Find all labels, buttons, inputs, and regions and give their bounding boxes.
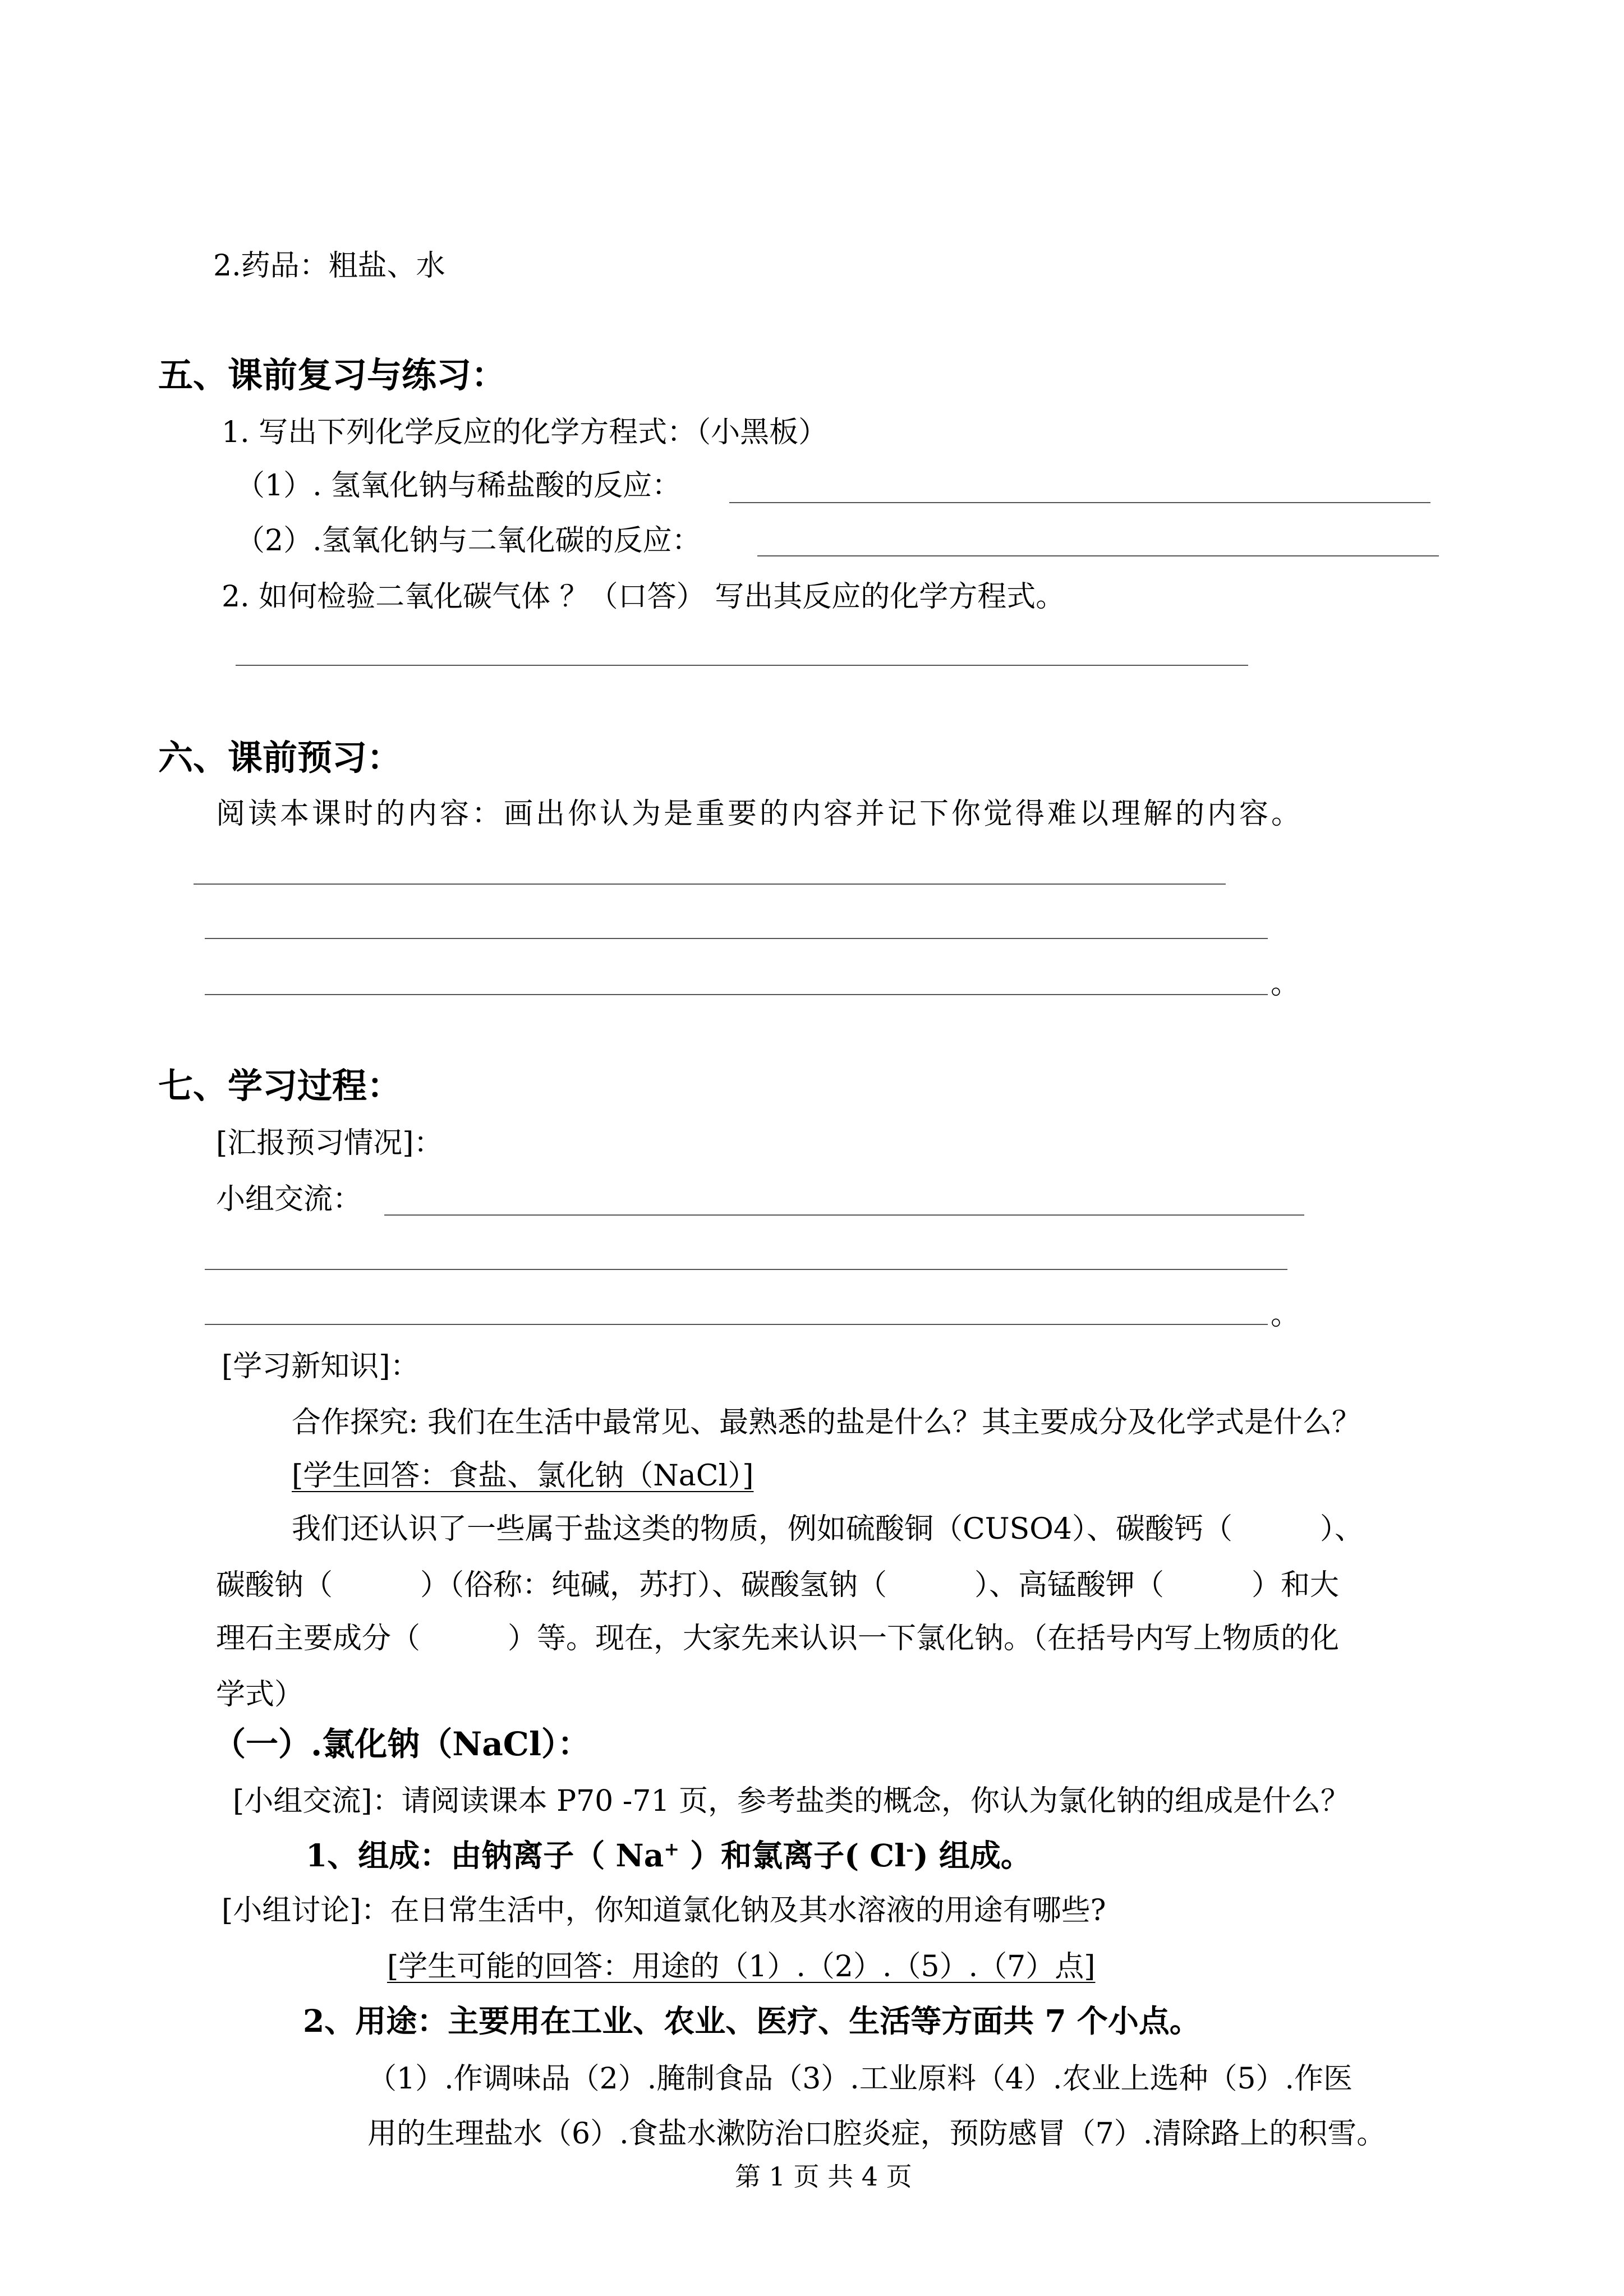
answer-line-q1b[interactable] bbox=[757, 555, 1439, 556]
section5-q2: 2. 如何检验二氧化碳气体 ？（口答） 写出其反应的化学方程式。 bbox=[222, 580, 1065, 614]
section7-heading: 七、学习过程： bbox=[158, 1065, 402, 1106]
report-label: [汇报预习情况]： bbox=[216, 1126, 443, 1160]
section5-q1b: （2）.氢氧化钠与二氧化碳的反应： bbox=[236, 524, 701, 558]
answer-line-q1a[interactable] bbox=[729, 502, 1430, 503]
section6-end-mark: 。 bbox=[1271, 967, 1300, 1001]
coop-question: 合作探究: 我们在生活中最常见、最熟悉的盐是什么？其主要成分及化学式是什么？ bbox=[292, 1406, 1361, 1439]
group-exchange-line-3[interactable] bbox=[205, 1324, 1268, 1325]
section6-instruction: 阅读本课时的内容：画出你认为是重要的内容并记下你觉得难以理解的内容。 bbox=[216, 797, 1304, 831]
subsection1-group-discuss: [小组讨论]：在日常生活中，你知道氯化钠及其水溶液的用途有哪些? bbox=[222, 1894, 1106, 1927]
page-footer: 第 1 页 共 4 页 bbox=[735, 2161, 912, 2192]
student-answer: [学生回答：食盐、氯化钠（NaCl）] bbox=[292, 1459, 754, 1493]
learn-new-label: [学习新知识]： bbox=[222, 1350, 420, 1383]
section7-end-mark: 。 bbox=[1271, 1298, 1300, 1332]
section6-heading: 六、课前预习： bbox=[158, 737, 402, 778]
subsection1-group-exchange: [小组交流]：请阅读课本 P70 -71 页，参考盐类的概念，你认为氯化钠的组成是什么？ bbox=[233, 1784, 1350, 1818]
possible-answer: [学生可能的回答：用途的（1）.（2）.（5）.（7）点] bbox=[387, 1950, 1096, 1984]
notes-line-1[interactable] bbox=[194, 884, 1226, 885]
section5-heading: 五、课前复习与练习： bbox=[158, 355, 507, 395]
paragraph-line-4: 学式） bbox=[216, 1678, 304, 1711]
subsection1-heading: （一）.氯化钠（NaCl）： bbox=[213, 1725, 590, 1763]
group-exchange-line-1[interactable] bbox=[384, 1214, 1304, 1216]
materials-drugs: 2.药品：粗盐、水 bbox=[213, 249, 445, 283]
group-exchange-line-2[interactable] bbox=[205, 1269, 1287, 1270]
composition-post: ) 组成。 bbox=[913, 1837, 1032, 1874]
paragraph-line-1: 我们还认识了一些属于盐这类的物质，例如硫酸铜（CUSO4）、碳酸钙（ ）、 bbox=[292, 1512, 1364, 1546]
uses-line-2: 用的生理盐水（6）.食盐水漱防治口腔炎症，预防感冒（7）.清除路上的积雪。 bbox=[367, 2117, 1386, 2151]
notes-line-3[interactable] bbox=[205, 994, 1268, 995]
composition-mid: ）和氯离子( Cl bbox=[679, 1837, 906, 1874]
paragraph-line-2: 碳酸钠（ ）（俗称：纯碱，苏打）、碳酸氢钠（ ）、高锰酸钾（ ）和大 bbox=[216, 1568, 1340, 1602]
section5-q1a: （1）. 氢氧化钠与稀盐酸的反应： bbox=[236, 469, 682, 503]
composition-pre: 1、组成：由钠离子（ Na bbox=[306, 1837, 664, 1874]
cl-charge: - bbox=[906, 1838, 914, 1860]
composition-statement bbox=[306, 1837, 1032, 1874]
section5-q1: 1. 写出下列化学反应的化学方程式：（小黑板） bbox=[222, 416, 828, 449]
uses-heading: 2、用途：主要用在工业、农业、医疗、生活等方面共 7 个小点。 bbox=[303, 2003, 1200, 2039]
notes-line-2[interactable] bbox=[205, 938, 1268, 939]
paragraph-line-3: 理石主要成分（ ）等。现在，大家先来认识一下氯化钠。（在括号内写上物质的化 bbox=[216, 1622, 1340, 1655]
answer-line-q2[interactable] bbox=[236, 665, 1248, 666]
uses-line-1: （1）.作调味品（2）.腌制食品（3）.工业原料（4）.农业上选种（5）.作医 bbox=[367, 2062, 1353, 2096]
na-charge: + bbox=[664, 1838, 679, 1860]
group-exchange-label: 小组交流： bbox=[216, 1182, 362, 1216]
